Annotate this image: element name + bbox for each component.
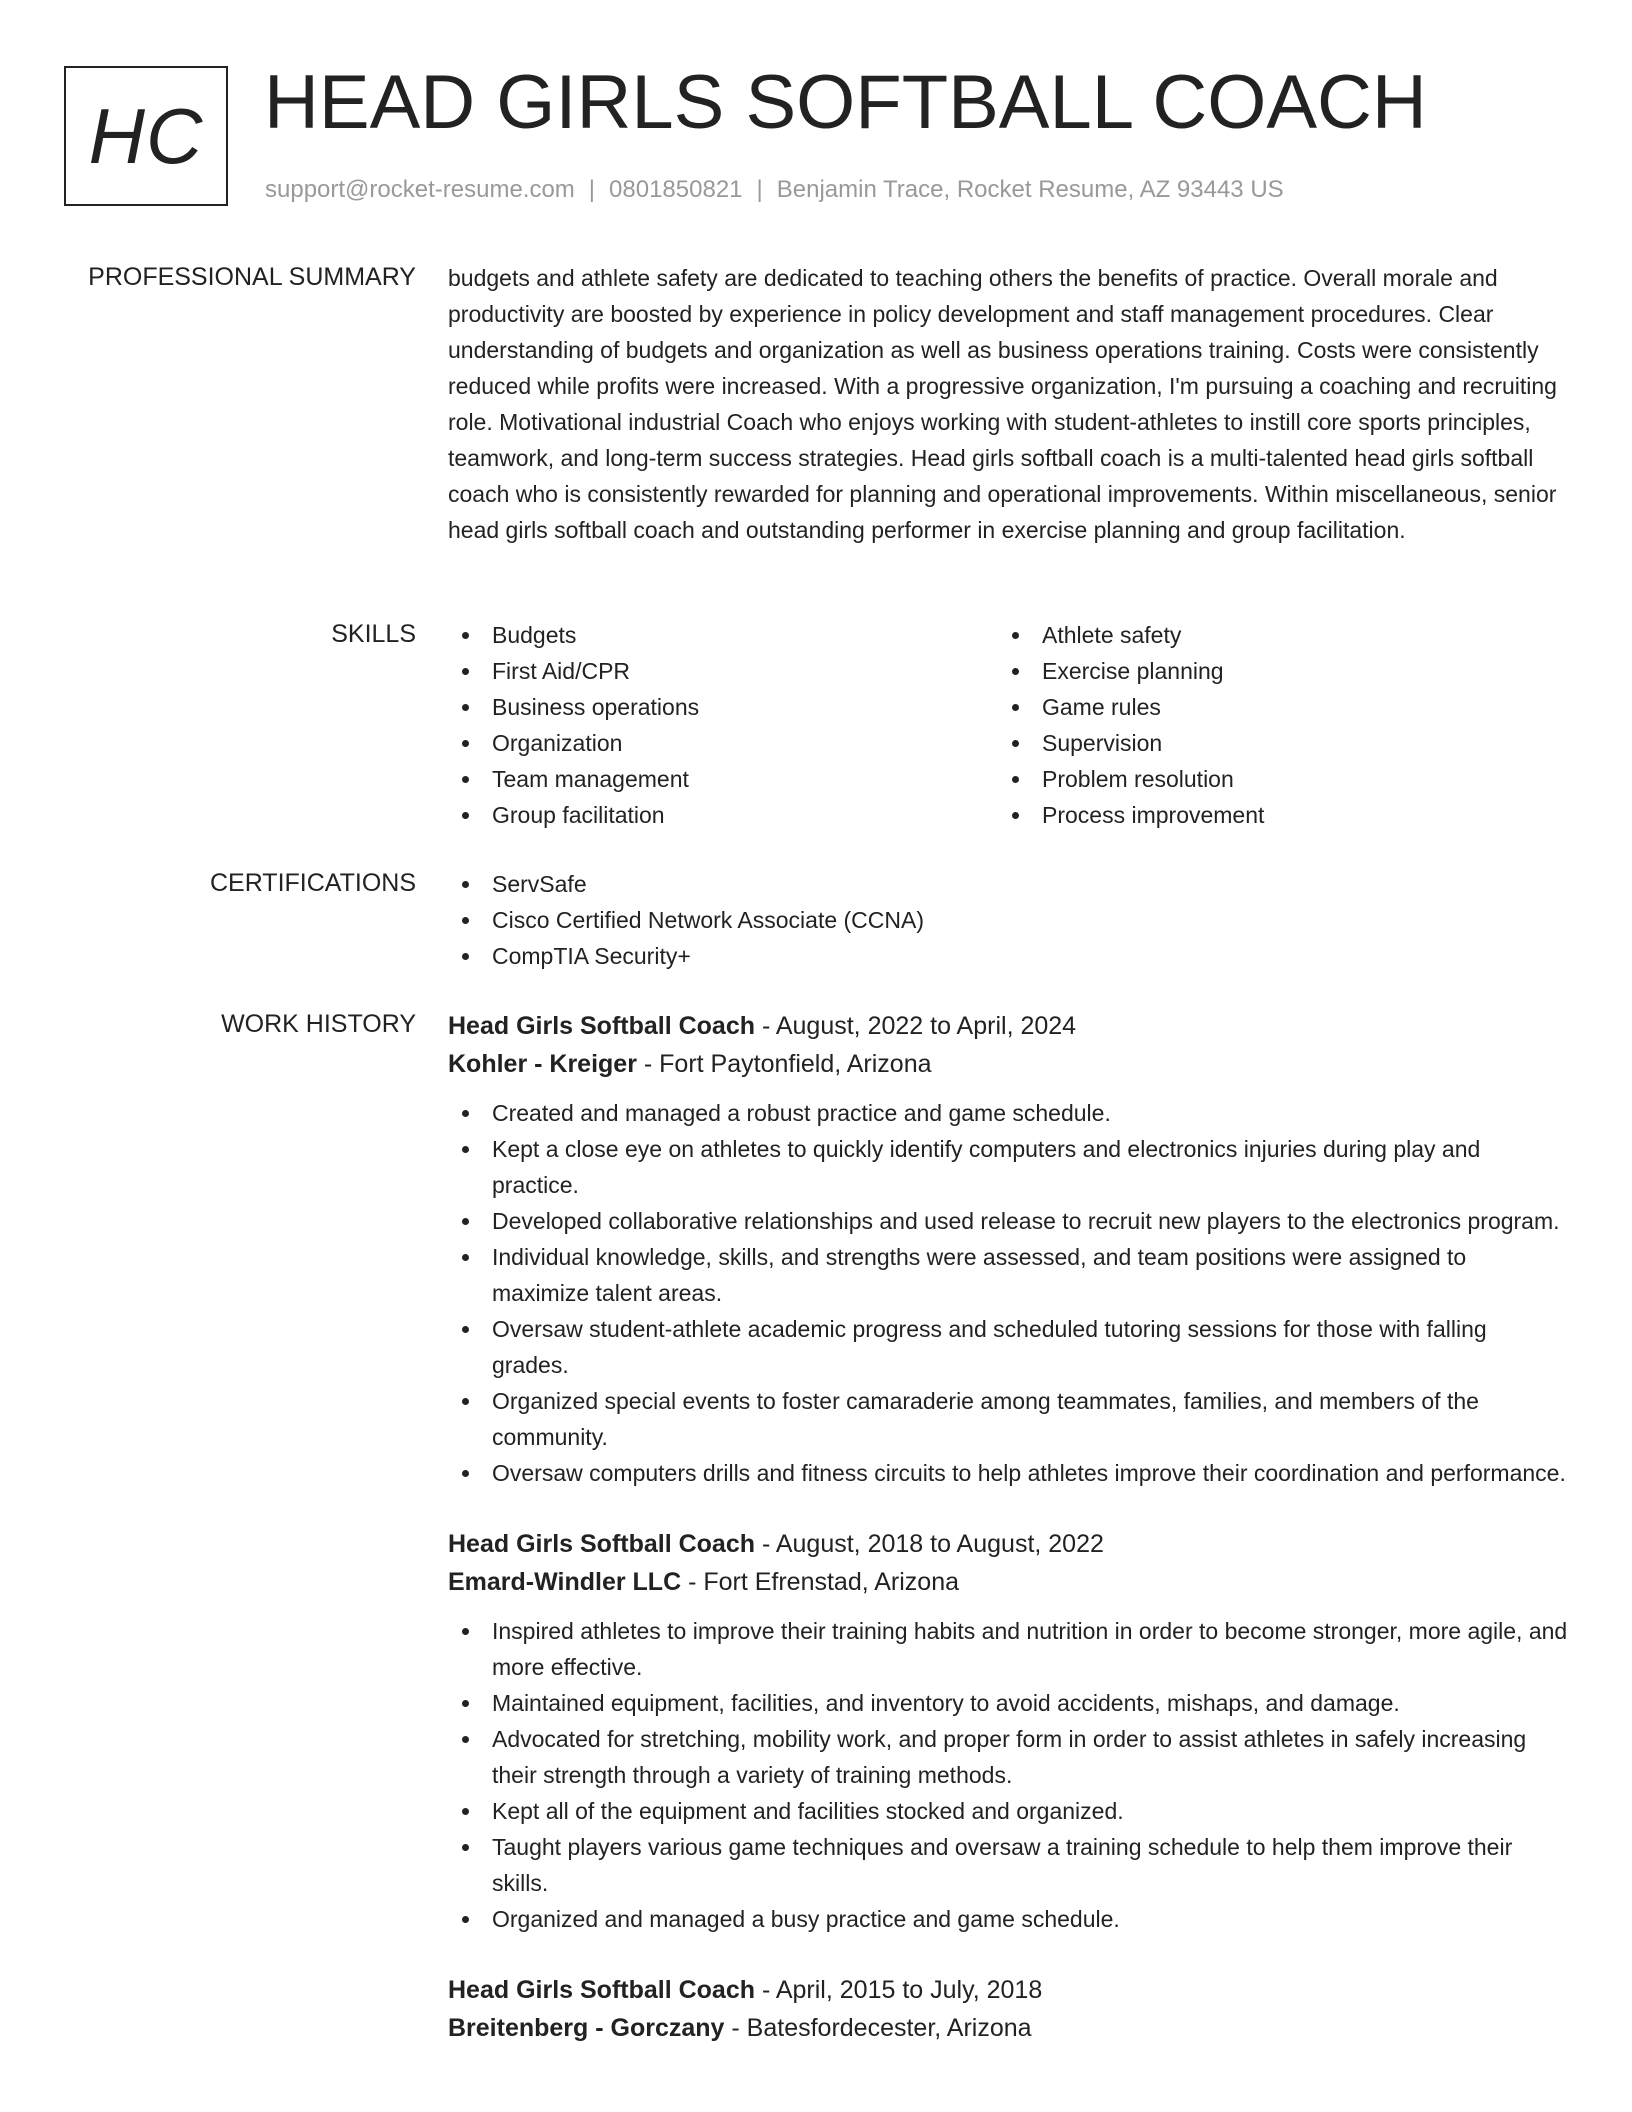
skills-list-right xyxy=(998,617,1548,833)
job-title-line xyxy=(448,1007,1568,1045)
job-title: Head Girls Softball Coach xyxy=(448,1976,756,2004)
job-title: Head Girls Softball Coach xyxy=(448,1530,756,1558)
job-bullet: Taught players various game techniques and oversaw a training schedule to help them improve their skills. xyxy=(448,1829,1568,1901)
job-bullets xyxy=(448,1613,1568,1937)
skill-item: Group facilitation xyxy=(448,797,998,833)
job-company: Emard-Windler LLC xyxy=(448,1568,682,1596)
job-bullet: Inspired athletes to improve their training habits and nutrition in order to become stronger, more agile, and more effective. xyxy=(448,1613,1568,1685)
job-title-line xyxy=(448,1525,1568,1563)
job-title: Head Girls Softball Coach xyxy=(448,1012,756,1040)
skill-item: Athlete safety xyxy=(998,617,1548,653)
job-entry xyxy=(448,1971,1568,2047)
skills-list-left xyxy=(448,617,998,833)
contact-address: Benjamin Trace, Rocket Resume, AZ 93443 US xyxy=(776,176,1284,203)
job-bullet: Organized and managed a busy practice and game schedule. xyxy=(448,1901,1568,1937)
skill-item: Supervision xyxy=(998,725,1548,761)
job-title-line xyxy=(448,1971,1568,2009)
summary-text: budgets and athlete safety are dedicated to teaching others the benefits of practice. Overall morale and productivity are boosted by experience in policy development and staff management procedures. Clear understanding of budgets and organization as well as business operations training. Costs were consistently reduced while profits were increased. With a progressive organization, I'm pursuing a coaching and recruiting role. Motivational industrial Coach who enjoys working with student-athletes to instill core sports principles, teamwork, and long-term success strategies. Head girls softball coach is a multi-talented head girls softball coach who is consistently rewarded for planning and operational improvements. Within miscellaneous, senior head girls softball coach and outstanding performer in exercise planning and group facilitation. xyxy=(448,265,1557,543)
section-label-summary: PROFESSIONAL SUMMARY xyxy=(88,263,416,291)
contact-separator: | xyxy=(588,176,596,203)
certification-item: ServSafe xyxy=(448,866,1568,902)
skill-item: Organization xyxy=(448,725,998,761)
certification-item: Cisco Certified Network Associate (CCNA) xyxy=(448,902,1568,938)
skill-item: Team management xyxy=(448,761,998,797)
contact-phone: 0801850821 xyxy=(609,176,743,203)
summary-body xyxy=(448,260,1568,548)
job-bullet: Developed collaborative relationships and used release to recruit new players to the electronics program. xyxy=(448,1203,1568,1239)
job-location: - Fort Efrenstad, Arizona xyxy=(681,1568,960,1596)
job-entry xyxy=(448,1007,1568,1491)
contact-email: support@rocket-resume.com xyxy=(265,176,575,203)
job-company-line xyxy=(448,1045,1568,1083)
job-dates: - August, 2018 to August, 2022 xyxy=(755,1530,1104,1558)
job-company-line xyxy=(448,1563,1568,1601)
job-dates: - April, 2015 to July, 2018 xyxy=(755,1976,1043,2004)
job-company: Breitenberg - Gorczany xyxy=(448,2014,725,2042)
skill-item: Business operations xyxy=(448,689,998,725)
certifications-body xyxy=(448,866,1568,974)
job-company-line xyxy=(448,2009,1568,2047)
job-bullet: Organized special events to foster camaraderie among teammates, families, and members of the community. xyxy=(448,1383,1568,1455)
job-entry xyxy=(448,1525,1568,1937)
skill-item: Exercise planning xyxy=(998,653,1548,689)
job-bullet: Maintained equipment, facilities, and inventory to avoid accidents, mishaps, and damage. xyxy=(448,1685,1568,1721)
job-bullet: Kept a close eye on athletes to quickly identify computers and electronics injuries during play and practice. xyxy=(448,1131,1568,1203)
job-bullet: Individual knowledge, skills, and strengths were assessed, and team positions were assigned to maximize talent areas. xyxy=(448,1239,1568,1311)
skill-item: Problem resolution xyxy=(998,761,1548,797)
job-bullet: Kept all of the equipment and facilities stocked and organized. xyxy=(448,1793,1568,1829)
section-label-work-history: WORK HISTORY xyxy=(221,1010,416,1038)
skill-item: Process improvement xyxy=(998,797,1548,833)
job-company: Kohler - Kreiger xyxy=(448,1050,637,1078)
job-bullet: Oversaw student-athlete academic progress and scheduled tutoring sessions for those with falling grades. xyxy=(448,1311,1568,1383)
job-bullet: Oversaw computers drills and fitness circuits to help athletes improve their coordination and performance. xyxy=(448,1455,1568,1491)
certification-item: CompTIA Security+ xyxy=(448,938,1568,974)
monogram-box: HC xyxy=(64,66,228,206)
section-label-skills: SKILLS xyxy=(331,620,416,648)
contact-line xyxy=(265,174,1284,206)
job-bullet: Created and managed a robust practice and game schedule. xyxy=(448,1095,1568,1131)
section-label-certifications: CERTIFICATIONS xyxy=(209,869,416,897)
certifications-list xyxy=(448,866,1568,974)
job-bullets xyxy=(448,1095,1568,1491)
page-title: HEAD GIRLS SOFTBALL COACH xyxy=(264,60,1427,145)
skill-item: Budgets xyxy=(448,617,998,653)
job-location: - Batesfordecester, Arizona xyxy=(724,2014,1032,2042)
skill-item: Game rules xyxy=(998,689,1548,725)
work-history-body xyxy=(448,1007,1568,2081)
job-bullet: Advocated for stretching, mobility work, and proper form in order to assist athletes in safely increasing their strength through a variety of training methods. xyxy=(448,1721,1568,1793)
contact-separator: | xyxy=(756,176,763,203)
skills-body xyxy=(448,617,1568,833)
skill-item: First Aid/CPR xyxy=(448,653,998,689)
job-location: - Fort Paytonfield, Arizona xyxy=(636,1050,932,1078)
job-dates: - August, 2022 to April, 2024 xyxy=(755,1012,1077,1040)
